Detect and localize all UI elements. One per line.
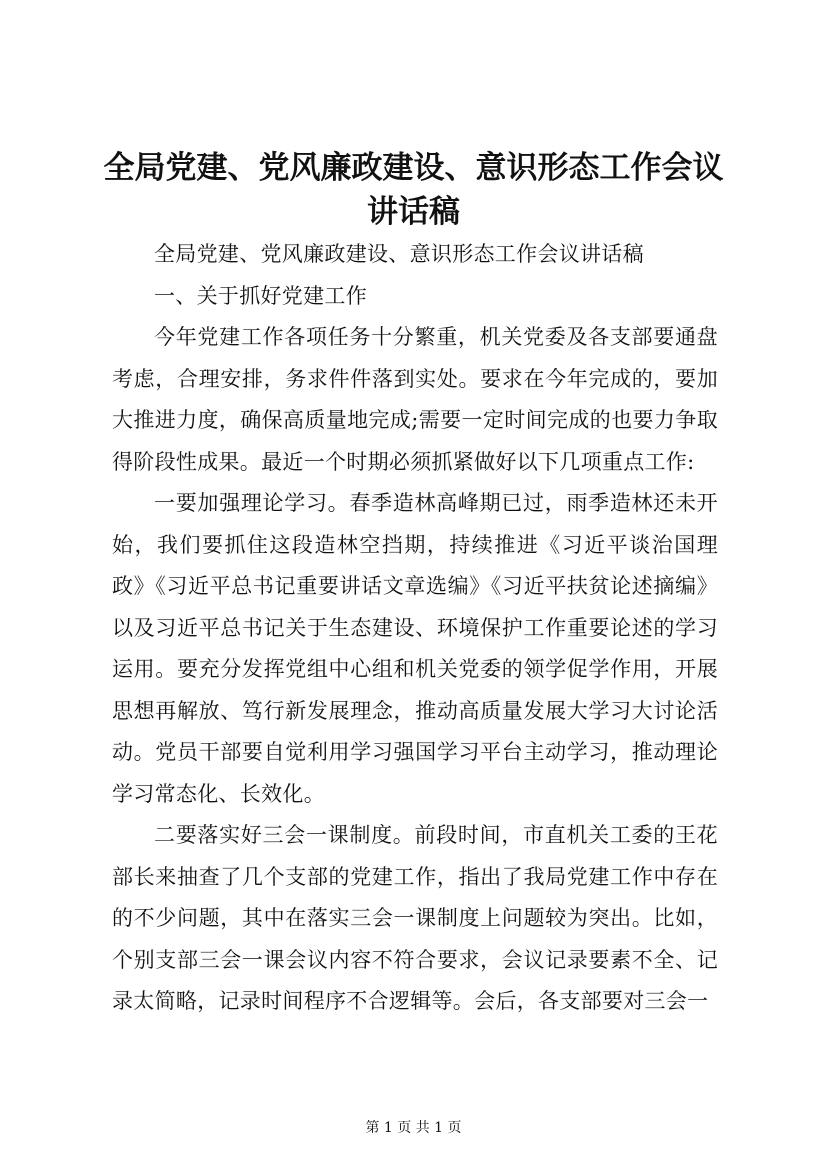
document-body xyxy=(112,234,718,1023)
section-heading: 一、关于抓好党建工作 xyxy=(154,283,367,308)
body-paragraph: 一要加强理论学习。春季造林高峰期已过，雨季造林还未开始，我们要抓住这段造林空挡期，持续推进《习近平谈治国理政》《习近平总书记重要讲话文章选编》《习近平扶贫论述摘编》以及习近平总书记关于生态建设、环境保护工作重要论述的学习运用。要充分发挥党组中心组和机关党委的领学促学作用，开展思想再解放、笃行新发展理念，推动高质量发展大学习大讨论活动。党员干部要自觉利用学习强国学习平台主动学习，推动理论学习常态化、长效化。 xyxy=(112,491,718,806)
body-paragraph: 二要落实好三会一课制度。前段时间，市直机关工委的王花部长来抽查了几个支部的党建工作，指出了我局党建工作中存在的不少问题，其中在落实三会一课制度上问题较为突出。比如，个别支部三会一课会议内容不符合要求，会议记录要素不全、记录太简略，记录时间程序不合逻辑等。会后，各支部要对三会一 xyxy=(112,823,718,1013)
title-line-1: 全局党建、党风廉政建设、意识形态工作会议 xyxy=(103,150,724,186)
subtitle-paragraph: 全局党建、党风廉政建设、意识形态工作会议讲话稿 xyxy=(154,242,644,266)
page-footer: 第 1 页 共 1 页 xyxy=(365,1120,462,1136)
title-line-2: 讲话稿 xyxy=(367,194,460,230)
document-title xyxy=(100,146,727,234)
body-paragraph: 今年党建工作各项任务十分繁重，机关党委及各支部要通盘考虑，合理安排，务求件件落到实处。要求在今年完成的，要加大推进力度，确保高质量地完成;需要一定时间完成的也要力争取得阶段性成果。最近一个时期必须抓紧做好以下几项重点工作: xyxy=(112,325,718,474)
